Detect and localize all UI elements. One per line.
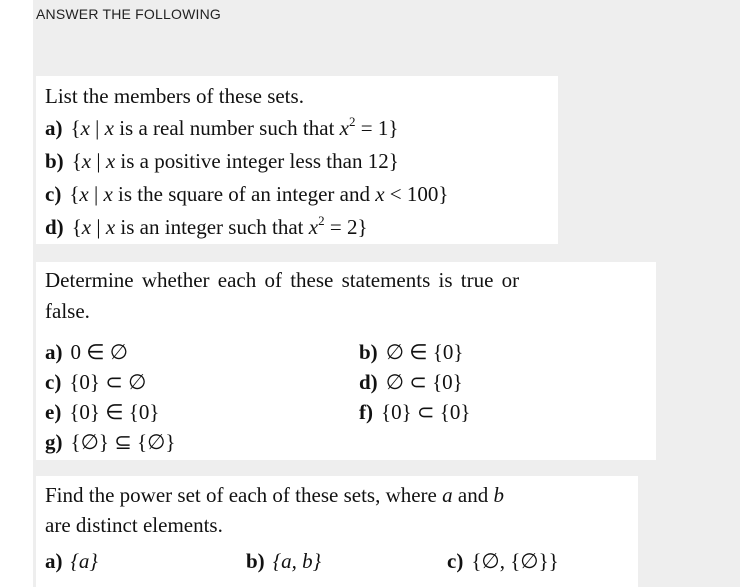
q3-intro-line-2: are distinct elements.: [45, 513, 223, 537]
q2-item-a: a) 0 ∈ ∅: [45, 340, 129, 364]
q3-item-c: c) {∅, {∅}}: [447, 549, 559, 573]
question-3-box: [36, 476, 638, 587]
question-1-box: [36, 76, 558, 244]
q2-item-e: e) {0} ∈ {0}: [45, 400, 160, 424]
q2-intro-line-1: Determine whether each of these statements is true or: [45, 268, 520, 292]
q2-item-f: f) {0} ⊂ {0}: [359, 400, 471, 424]
q2-item-c: c) {0} ⊂ ∅: [45, 370, 147, 394]
q3-intro-line-1: Find the power set of each of these sets, where a and b: [45, 483, 504, 507]
q2-item-d: d) ∅ ⊂ {0}: [359, 370, 463, 394]
q1-item-a: a) {x | x is a real number such that $x^2 = 1$}: [45, 114, 399, 140]
q3-item-a: a) {a}: [45, 549, 98, 573]
q1-item-d: d) {x | x is an integer such that $x^2 = 2$}: [45, 213, 368, 239]
q1-intro: List the members of these sets.: [45, 84, 304, 108]
q1-item-c: c) {x | x is the square of an integer and x < 100}: [45, 182, 449, 206]
q2-item-b: b) ∅ ∈ {0}: [359, 340, 464, 364]
q2-intro-line-2: false.: [45, 299, 90, 323]
question-2-box: [36, 262, 656, 460]
header-title: ANSWER THE FOLLOWING: [36, 6, 221, 22]
q1-item-b: b) {x | x is a positive integer less than 12}: [45, 149, 399, 173]
q3-item-b: b) {a, b}: [246, 549, 321, 573]
q2-item-g: g) {∅} ⊆ {∅}: [45, 430, 176, 454]
